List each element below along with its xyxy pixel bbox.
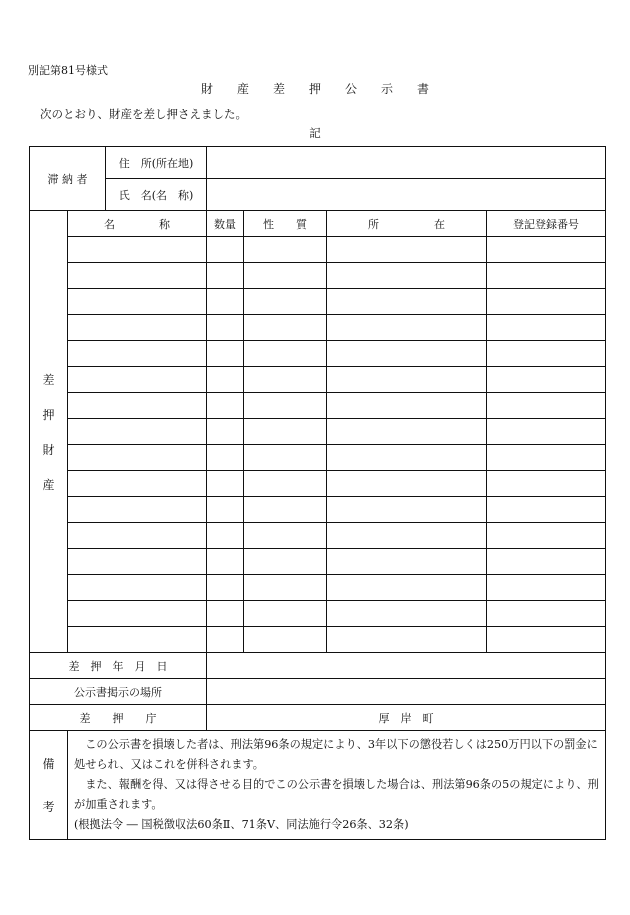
property-section-label <box>30 211 68 653</box>
property-quantity-cell[interactable] <box>207 237 244 263</box>
property-nature-cell[interactable] <box>244 549 327 575</box>
remarks-label-char: 考 <box>42 800 55 814</box>
property-name-cell[interactable] <box>68 263 207 289</box>
remarks-line2: また、報酬を得、又は得させる目的でこの公示書を損壊した場合は、刑法第96条の5の規定により、刑が加重されます。 <box>74 778 599 811</box>
property-row <box>30 341 606 367</box>
posting-place-value[interactable] <box>207 679 606 705</box>
property-registration-cell[interactable] <box>487 601 606 627</box>
property-row <box>30 263 606 289</box>
posting-place-label: 公示書掲示の場所 <box>30 679 207 705</box>
seizing-office-value: 厚 岸 町 <box>207 705 606 731</box>
property-location-cell[interactable] <box>327 627 487 653</box>
property-label-char: 押 <box>42 407 55 422</box>
property-row <box>30 445 606 471</box>
property-nature-cell[interactable] <box>244 341 327 367</box>
property-row <box>30 237 606 263</box>
property-name-cell[interactable] <box>68 341 207 367</box>
property-location-cell[interactable] <box>327 471 487 497</box>
property-row <box>30 419 606 445</box>
property-location-cell[interactable] <box>327 601 487 627</box>
property-quantity-cell[interactable] <box>207 367 244 393</box>
property-nature-cell[interactable] <box>244 601 327 627</box>
property-row <box>30 575 606 601</box>
property-registration-cell[interactable] <box>487 419 606 445</box>
property-row <box>30 393 606 419</box>
property-location-cell[interactable] <box>327 289 487 315</box>
property-quantity-cell[interactable] <box>207 419 244 445</box>
property-location-cell[interactable] <box>327 445 487 471</box>
property-registration-cell[interactable] <box>487 575 606 601</box>
title-char: 産 <box>236 82 249 96</box>
property-name-cell[interactable] <box>68 367 207 393</box>
property-row <box>30 471 606 497</box>
name-label: 氏 名(名 称) <box>106 179 207 211</box>
property-registration-cell[interactable] <box>487 341 606 367</box>
remarks-label <box>30 731 68 840</box>
property-quantity-cell[interactable] <box>207 601 244 627</box>
property-quantity-cell[interactable] <box>207 549 244 575</box>
property-quantity-cell[interactable] <box>207 445 244 471</box>
property-name-cell[interactable] <box>68 419 207 445</box>
property-name-cell[interactable] <box>68 289 207 315</box>
seizing-office-label: 差 押 庁 <box>30 705 207 731</box>
property-label-char: 差 <box>42 372 55 387</box>
property-nature-cell[interactable] <box>244 289 327 315</box>
property-nature-cell[interactable] <box>244 237 327 263</box>
property-registration-cell[interactable] <box>487 367 606 393</box>
property-quantity-cell[interactable] <box>207 523 244 549</box>
property-registration-cell[interactable] <box>487 627 606 653</box>
property-name-cell[interactable] <box>68 627 207 653</box>
property-location-cell[interactable] <box>327 315 487 341</box>
property-nature-cell[interactable] <box>244 523 327 549</box>
header-registration: 登記登録番号 <box>487 211 606 237</box>
page-title <box>0 80 630 97</box>
property-registration-cell[interactable] <box>487 471 606 497</box>
property-row <box>30 549 606 575</box>
property-name-cell[interactable] <box>68 237 207 263</box>
property-name-cell[interactable] <box>68 315 207 341</box>
property-nature-cell[interactable] <box>244 367 327 393</box>
header-nature: 性 質 <box>244 211 327 237</box>
name-value[interactable] <box>207 179 606 211</box>
property-nature-cell[interactable] <box>244 315 327 341</box>
title-char: 押 <box>308 82 321 96</box>
property-location-cell[interactable] <box>327 497 487 523</box>
property-nature-cell[interactable] <box>244 263 327 289</box>
property-registration-cell[interactable] <box>487 289 606 315</box>
seizure-notice-table <box>29 146 606 840</box>
property-quantity-cell[interactable] <box>207 263 244 289</box>
property-row <box>30 497 606 523</box>
property-row <box>30 601 606 627</box>
property-name-cell[interactable] <box>68 575 207 601</box>
property-quantity-cell[interactable] <box>207 341 244 367</box>
seizure-date-value[interactable] <box>207 653 606 679</box>
property-name-cell[interactable] <box>68 497 207 523</box>
property-name-cell[interactable] <box>68 393 207 419</box>
property-location-cell[interactable] <box>327 523 487 549</box>
property-nature-cell[interactable] <box>244 497 327 523</box>
property-quantity-cell[interactable] <box>207 497 244 523</box>
property-registration-cell[interactable] <box>487 549 606 575</box>
address-label: 住 所(所在地) <box>106 147 207 179</box>
property-name-cell[interactable] <box>68 549 207 575</box>
header-quantity: 数量 <box>207 211 244 237</box>
property-location-cell[interactable] <box>327 419 487 445</box>
property-name-cell[interactable] <box>68 523 207 549</box>
property-location-cell[interactable] <box>327 549 487 575</box>
title-char: 差 <box>272 82 285 96</box>
delinquent-label: 滞 納 者 <box>30 147 106 211</box>
property-nature-cell[interactable] <box>244 393 327 419</box>
address-value[interactable] <box>207 147 606 179</box>
property-location-cell[interactable] <box>327 393 487 419</box>
property-location-cell[interactable] <box>327 263 487 289</box>
remarks-line3: (根拠法令 ― 国税徴収法60条Ⅱ、71条Ⅴ、同法施行令26条、32条) <box>74 818 409 831</box>
property-location-cell[interactable] <box>327 341 487 367</box>
property-nature-cell[interactable] <box>244 471 327 497</box>
property-name-cell[interactable] <box>68 445 207 471</box>
property-nature-cell[interactable] <box>244 575 327 601</box>
title-char: 公 <box>345 82 358 96</box>
property-registration-cell[interactable] <box>487 497 606 523</box>
property-nature-cell[interactable] <box>244 419 327 445</box>
property-nature-cell[interactable] <box>244 627 327 653</box>
property-quantity-cell[interactable] <box>207 315 244 341</box>
property-row <box>30 367 606 393</box>
property-registration-cell[interactable] <box>487 523 606 549</box>
remarks-text <box>68 731 606 840</box>
property-quantity-cell[interactable] <box>207 393 244 419</box>
property-location-cell[interactable] <box>327 575 487 601</box>
property-row <box>30 315 606 341</box>
property-registration-cell[interactable] <box>487 315 606 341</box>
property-row <box>30 627 606 653</box>
property-quantity-cell[interactable] <box>207 575 244 601</box>
property-registration-cell[interactable] <box>487 237 606 263</box>
property-row <box>30 523 606 549</box>
property-label-char: 産 <box>42 477 55 492</box>
property-row <box>30 289 606 315</box>
ki-heading: 記 <box>309 126 321 140</box>
property-registration-cell[interactable] <box>487 263 606 289</box>
remarks-line1: この公示書を損壊した者は、刑法第96条の規定により、3年以下の懲役若しくは250万円以下の罰金に処せられ、又はこれを併科されます。 <box>74 738 598 771</box>
header-name: 名 称 <box>68 211 207 237</box>
property-name-cell[interactable] <box>68 471 207 497</box>
intro-text: 次のとおり、財産を差し押さえました。 <box>40 107 247 121</box>
property-registration-cell[interactable] <box>487 393 606 419</box>
header-location: 所 在 <box>327 211 487 237</box>
seizure-date-label: 差 押 年 月 日 <box>30 653 207 679</box>
property-location-cell[interactable] <box>327 237 487 263</box>
form-number: 別記第81号様式 <box>28 64 108 77</box>
remarks-label-char: 備 <box>42 757 55 771</box>
property-quantity-cell[interactable] <box>207 289 244 315</box>
property-name-cell[interactable] <box>68 601 207 627</box>
title-char: 示 <box>381 82 394 96</box>
property-quantity-cell[interactable] <box>207 627 244 653</box>
title-char: 書 <box>417 82 430 96</box>
property-nature-cell[interactable] <box>244 445 327 471</box>
property-registration-cell[interactable] <box>487 445 606 471</box>
property-label-char: 財 <box>42 442 55 457</box>
title-char: 財 <box>200 82 213 96</box>
property-location-cell[interactable] <box>327 367 487 393</box>
property-quantity-cell[interactable] <box>207 471 244 497</box>
